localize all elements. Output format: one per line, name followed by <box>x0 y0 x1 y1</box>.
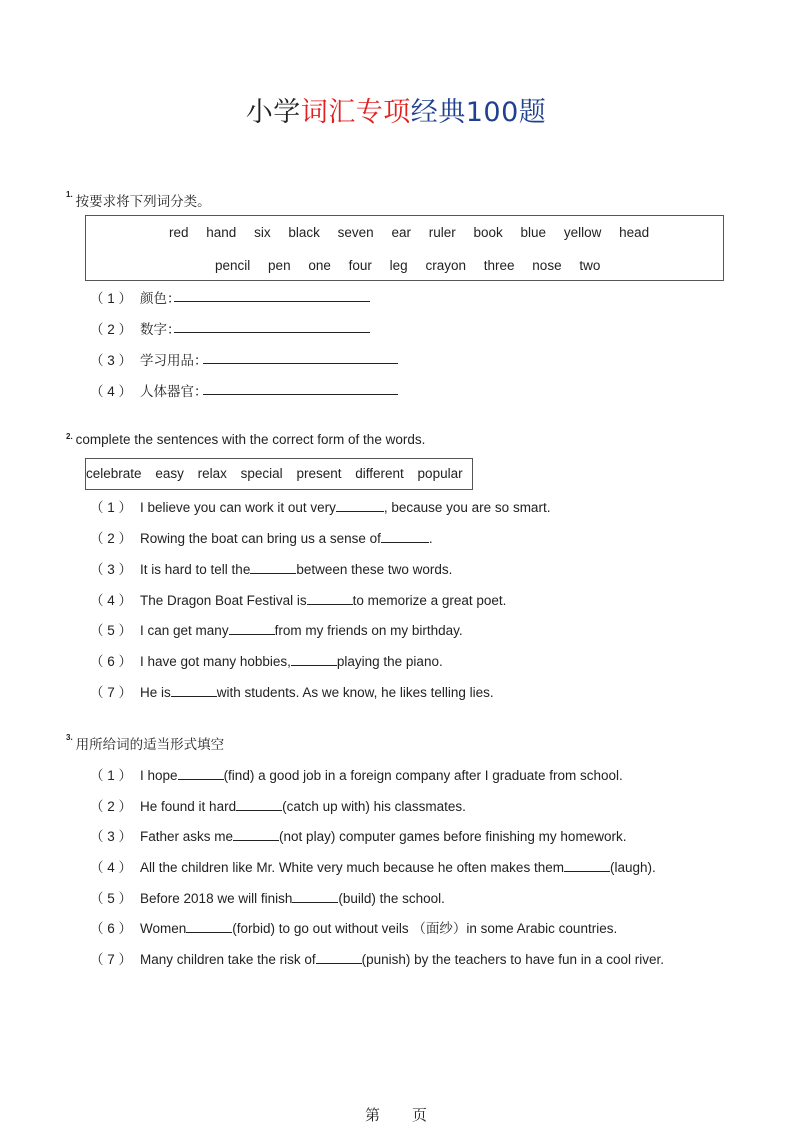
item-number: （ 3 ） <box>90 353 133 368</box>
item-number: （ 1 ） <box>90 500 133 515</box>
answer-line[interactable] <box>174 301 370 302</box>
word-chip: head <box>619 225 650 240</box>
item-number: （ 5 ） <box>90 891 133 906</box>
sentence-end: (laugh). <box>609 860 656 875</box>
word-chip: one <box>308 258 331 273</box>
title-part-2: 词汇专项 <box>300 97 411 128</box>
q1-item-3 <box>90 349 208 369</box>
answer-line[interactable] <box>203 363 398 364</box>
item-number: （ 6 ） <box>90 654 133 669</box>
word-chip: four <box>348 258 372 273</box>
word-chip: crayon <box>425 258 466 273</box>
q2-item-1 <box>90 496 550 516</box>
q2-item-6 <box>90 650 443 670</box>
sentence-end: , because you are so smart. <box>383 500 551 515</box>
word-chip: blue <box>520 225 547 240</box>
fill-blank[interactable] <box>250 561 296 574</box>
q1-item-1 <box>90 287 181 307</box>
sentence-start: I have got many hobbies, <box>140 654 291 669</box>
word-chip: ear <box>391 225 411 240</box>
word-chip: nose <box>532 258 562 273</box>
sentence-start: Women <box>140 921 187 936</box>
question-1-heading <box>66 190 211 210</box>
sentence-end: (find) a good job in a foreign company after I graduate from school. <box>223 768 623 783</box>
q2-item-7 <box>90 681 494 701</box>
word-chip: six <box>254 225 271 240</box>
word-chip: popular <box>417 466 463 481</box>
item-number: （ 2 ） <box>90 799 133 814</box>
word-chip: easy <box>155 466 184 481</box>
sentence-end: (punish) by the teachers to have fun in a cool river. <box>361 952 665 967</box>
sentence-start: The Dragon Boat Festival is <box>140 593 307 608</box>
sentence-end: (forbid) to go out without veils （面纱）in some Arabic countries. <box>232 921 618 936</box>
question-3-number: 3. <box>66 733 73 742</box>
word-chip: red <box>169 225 189 240</box>
sentence-start: He is <box>140 685 171 700</box>
fill-blank[interactable] <box>236 798 282 811</box>
q3-item-2 <box>90 795 466 815</box>
fill-blank[interactable] <box>178 767 224 780</box>
title-part-1: 小学 <box>245 97 301 128</box>
fill-blank[interactable] <box>381 530 429 543</box>
fill-blank[interactable] <box>171 684 217 697</box>
sentence-start: All the children like Mr. White very much because he often makes them <box>140 860 564 875</box>
item-number: （ 7 ） <box>90 952 133 967</box>
fill-blank[interactable] <box>291 653 337 666</box>
q2-item-5 <box>90 619 463 639</box>
item-number: （ 5 ） <box>90 623 133 638</box>
question-3-prompt: 用所给词的适当形式填空 <box>75 737 225 752</box>
q3-item-7 <box>90 948 664 968</box>
word-chip: hand <box>206 225 237 240</box>
item-number: （ 4 ） <box>90 593 133 608</box>
q2-item-4 <box>90 589 506 609</box>
item-number: （ 3 ） <box>90 829 133 844</box>
question-1-prompt: 按要求将下列词分类。 <box>75 194 211 209</box>
fill-blank[interactable] <box>186 920 232 933</box>
item-number: （ 7 ） <box>90 685 133 700</box>
question-1-number: 1. <box>66 190 73 199</box>
sentence-end: (catch up with) his classmates. <box>282 799 466 814</box>
answer-line[interactable] <box>203 394 398 395</box>
word-chip: black <box>288 225 320 240</box>
word-chip: relax <box>197 466 227 481</box>
question-2-number: 2. <box>66 432 73 441</box>
word-chip: ruler <box>428 225 456 240</box>
question-3-heading <box>66 733 224 753</box>
sentence-start: I believe you can work it out very <box>140 500 336 515</box>
item-number: （ 1 ） <box>90 768 133 783</box>
q3-item-3 <box>90 825 626 845</box>
item-label: 数字： <box>140 322 181 337</box>
sentence-end: with students. As we know, he likes telling lies. <box>216 685 494 700</box>
sentence-end: (build) the school. <box>338 891 445 906</box>
word-chip: pen <box>268 258 291 273</box>
question-2-heading <box>66 432 425 447</box>
q3-item-4 <box>90 856 656 876</box>
sentence-end: . <box>428 531 433 546</box>
fill-blank[interactable] <box>307 592 353 605</box>
word-chip: celebrate <box>86 466 142 481</box>
sentence-start: He found it hard <box>140 799 237 814</box>
word-chip: book <box>473 225 503 240</box>
word-bank-row-1 <box>169 225 663 240</box>
item-number: （ 6 ） <box>90 921 133 936</box>
word-chip: yellow <box>563 225 602 240</box>
item-label: 学习用品： <box>140 353 208 368</box>
sentence-start: I can get many <box>140 623 229 638</box>
q2-item-2 <box>90 527 433 547</box>
sentence-end: (not play) computer games before finishing my homework. <box>279 829 627 844</box>
sentence-end: to memorize a great poet. <box>352 593 507 608</box>
word-chip: seven <box>337 225 374 240</box>
q3-item-6 <box>90 917 617 937</box>
sentence-start: Many children take the risk of <box>140 952 316 967</box>
fill-blank[interactable] <box>564 859 610 872</box>
item-number: （ 1 ） <box>90 291 133 306</box>
sentence-end: from my friends on my birthday. <box>274 623 463 638</box>
q1-item-4 <box>90 380 208 400</box>
item-number: （ 4 ） <box>90 860 133 875</box>
fill-blank[interactable] <box>316 951 362 964</box>
item-number: （ 4 ） <box>90 384 133 399</box>
word-chip: three <box>483 258 515 273</box>
word-chip: leg <box>389 258 408 273</box>
word-chip: two <box>579 258 601 273</box>
fill-blank[interactable] <box>336 499 384 512</box>
q2-item-3 <box>90 558 452 578</box>
sentence-start: It is hard to tell the <box>140 562 251 577</box>
page-title <box>0 90 792 129</box>
item-number: （ 2 ） <box>90 322 133 337</box>
sentence-end: playing the piano. <box>336 654 443 669</box>
q3-item-5 <box>90 887 445 907</box>
word-chip: special <box>240 466 283 481</box>
sentence-start: Father asks me <box>140 829 234 844</box>
item-label: 颜色： <box>140 291 181 306</box>
title-part-3: 经典100题 <box>410 97 547 128</box>
answer-line[interactable] <box>174 332 370 333</box>
item-number: （ 3 ） <box>90 562 133 577</box>
q1-item-2 <box>90 318 181 338</box>
sentence-start: Before 2018 we will finish <box>140 891 293 906</box>
item-number: （ 2 ） <box>90 531 133 546</box>
word-bank-box-2 <box>85 458 473 490</box>
word-chip: pencil <box>215 258 251 273</box>
fill-blank[interactable] <box>292 890 338 903</box>
word-chip: present <box>296 466 342 481</box>
sentence-end: between these two words. <box>296 562 453 577</box>
item-label: 人体器官： <box>140 384 208 399</box>
footer-page-label-right: 页 <box>412 1107 428 1124</box>
fill-blank[interactable] <box>229 622 275 635</box>
sentence-start: I hope <box>140 768 178 783</box>
question-2-prompt: complete the sentences with the correct form of the words. <box>75 432 426 447</box>
q3-item-1 <box>90 764 623 784</box>
word-bank-row-2 <box>215 258 614 273</box>
sentence-start: Rowing the boat can bring us a sense of <box>140 531 381 546</box>
fill-blank[interactable] <box>233 828 279 841</box>
footer-page-label-left: 第 <box>365 1107 381 1124</box>
word-chip: different <box>355 466 404 481</box>
